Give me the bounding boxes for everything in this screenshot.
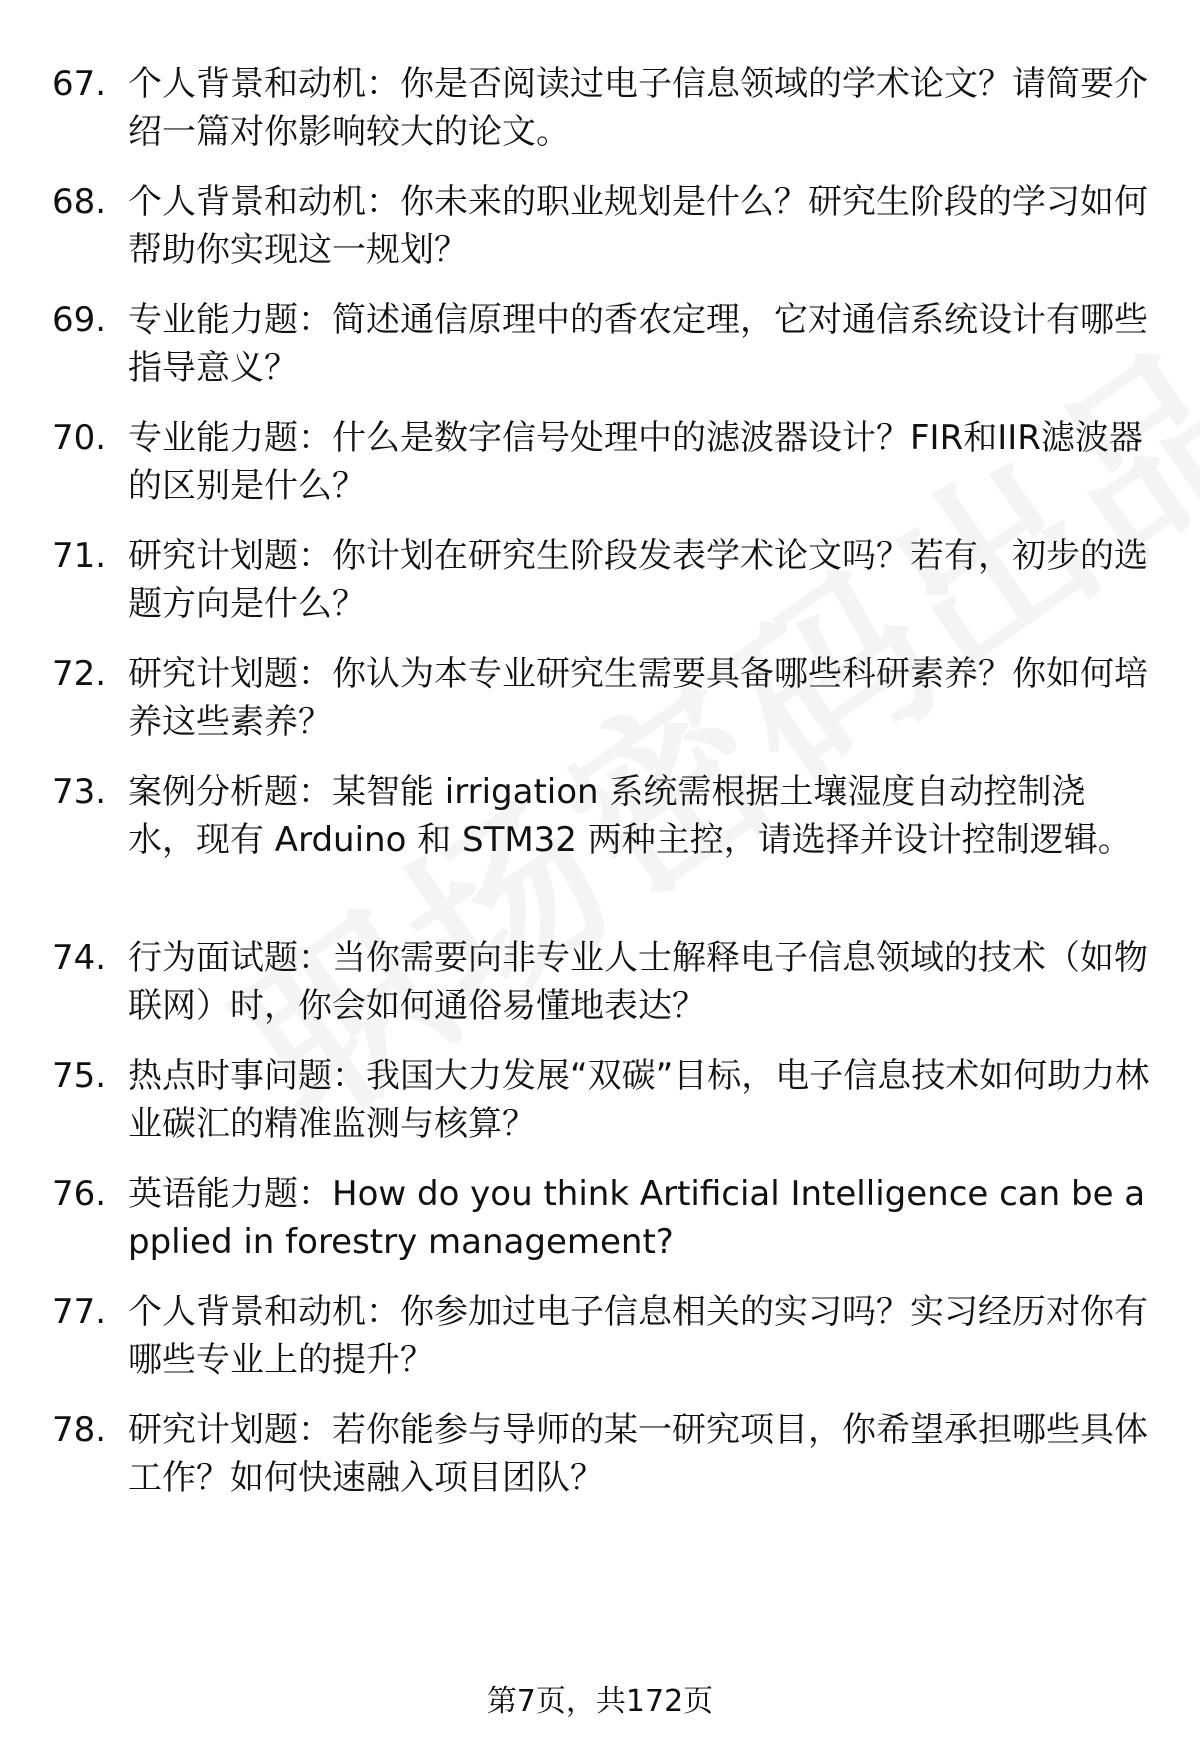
question-number: 73.: [52, 772, 107, 812]
question-text: 英语能力题：How do you think Artificial Intelligence can be applied in forestry management?: [128, 1174, 1146, 1262]
question-text: 热点时事问题：我国大力发展“双碳”目标，电子信息技术如何助力林业碳汇的精准监测与核算？: [128, 1056, 1150, 1144]
question-number: 76.: [52, 1174, 107, 1214]
question-number: 68.: [52, 182, 107, 222]
question-text: 研究计划题：你计划在研究生阶段发表学术论文吗？若有，初步的选题方向是什么？: [128, 536, 1148, 624]
page-footer: 第7页，共172页: [486, 1684, 714, 1719]
question-number: 78.: [52, 1410, 107, 1450]
question-number: 70.: [52, 418, 107, 458]
question-number: 74.: [52, 938, 107, 978]
question-number: 75.: [52, 1056, 107, 1096]
question-number: 77.: [52, 1292, 107, 1332]
question-text: 个人背景和动机：你参加过电子信息相关的实习吗？实习经历对你有哪些专业上的提升？: [128, 1292, 1148, 1380]
question-number: 71.: [52, 536, 107, 576]
question-number: 72.: [52, 654, 107, 694]
question-number: 67.: [52, 64, 107, 104]
question-text: 个人背景和动机：你未来的职业规划是什么？研究生阶段的学习如何帮助你实现这一规划？: [128, 182, 1148, 270]
question-text: 案例分析题：某智能 irrigation 系统需根据土壤湿度自动控制浇水，现有 Arduino 和 STM32 两种主控，请选择并设计控制逻辑。: [128, 772, 1132, 860]
question-text: 专业能力题：什么是数字信号处理中的滤波器设计？FIR和IIR滤波器的区别是什么？: [128, 418, 1143, 506]
question-text: 研究计划题：若你能参与导师的某一研究项目，你希望承担哪些具体工作？如何快速融入项目团队？: [128, 1410, 1148, 1498]
question-text: 个人背景和动机：你是否阅读过电子信息领域的学术论文？请简要介绍一篇对你影响较大的论文。: [128, 64, 1148, 152]
question-text: 专业能力题：简述通信原理中的香农定理，它对通信系统设计有哪些指导意义？: [128, 300, 1148, 388]
question-number: 69.: [52, 300, 107, 340]
question-text: 研究计划题：你认为本专业研究生需要具备哪些科研素养？你如何培养这些素养？: [128, 654, 1148, 742]
question-text: 行为面试题：当你需要向非专业人士解释电子信息领域的技术（如物联网）时，你会如何通俗易懂地表达？: [128, 938, 1148, 1026]
